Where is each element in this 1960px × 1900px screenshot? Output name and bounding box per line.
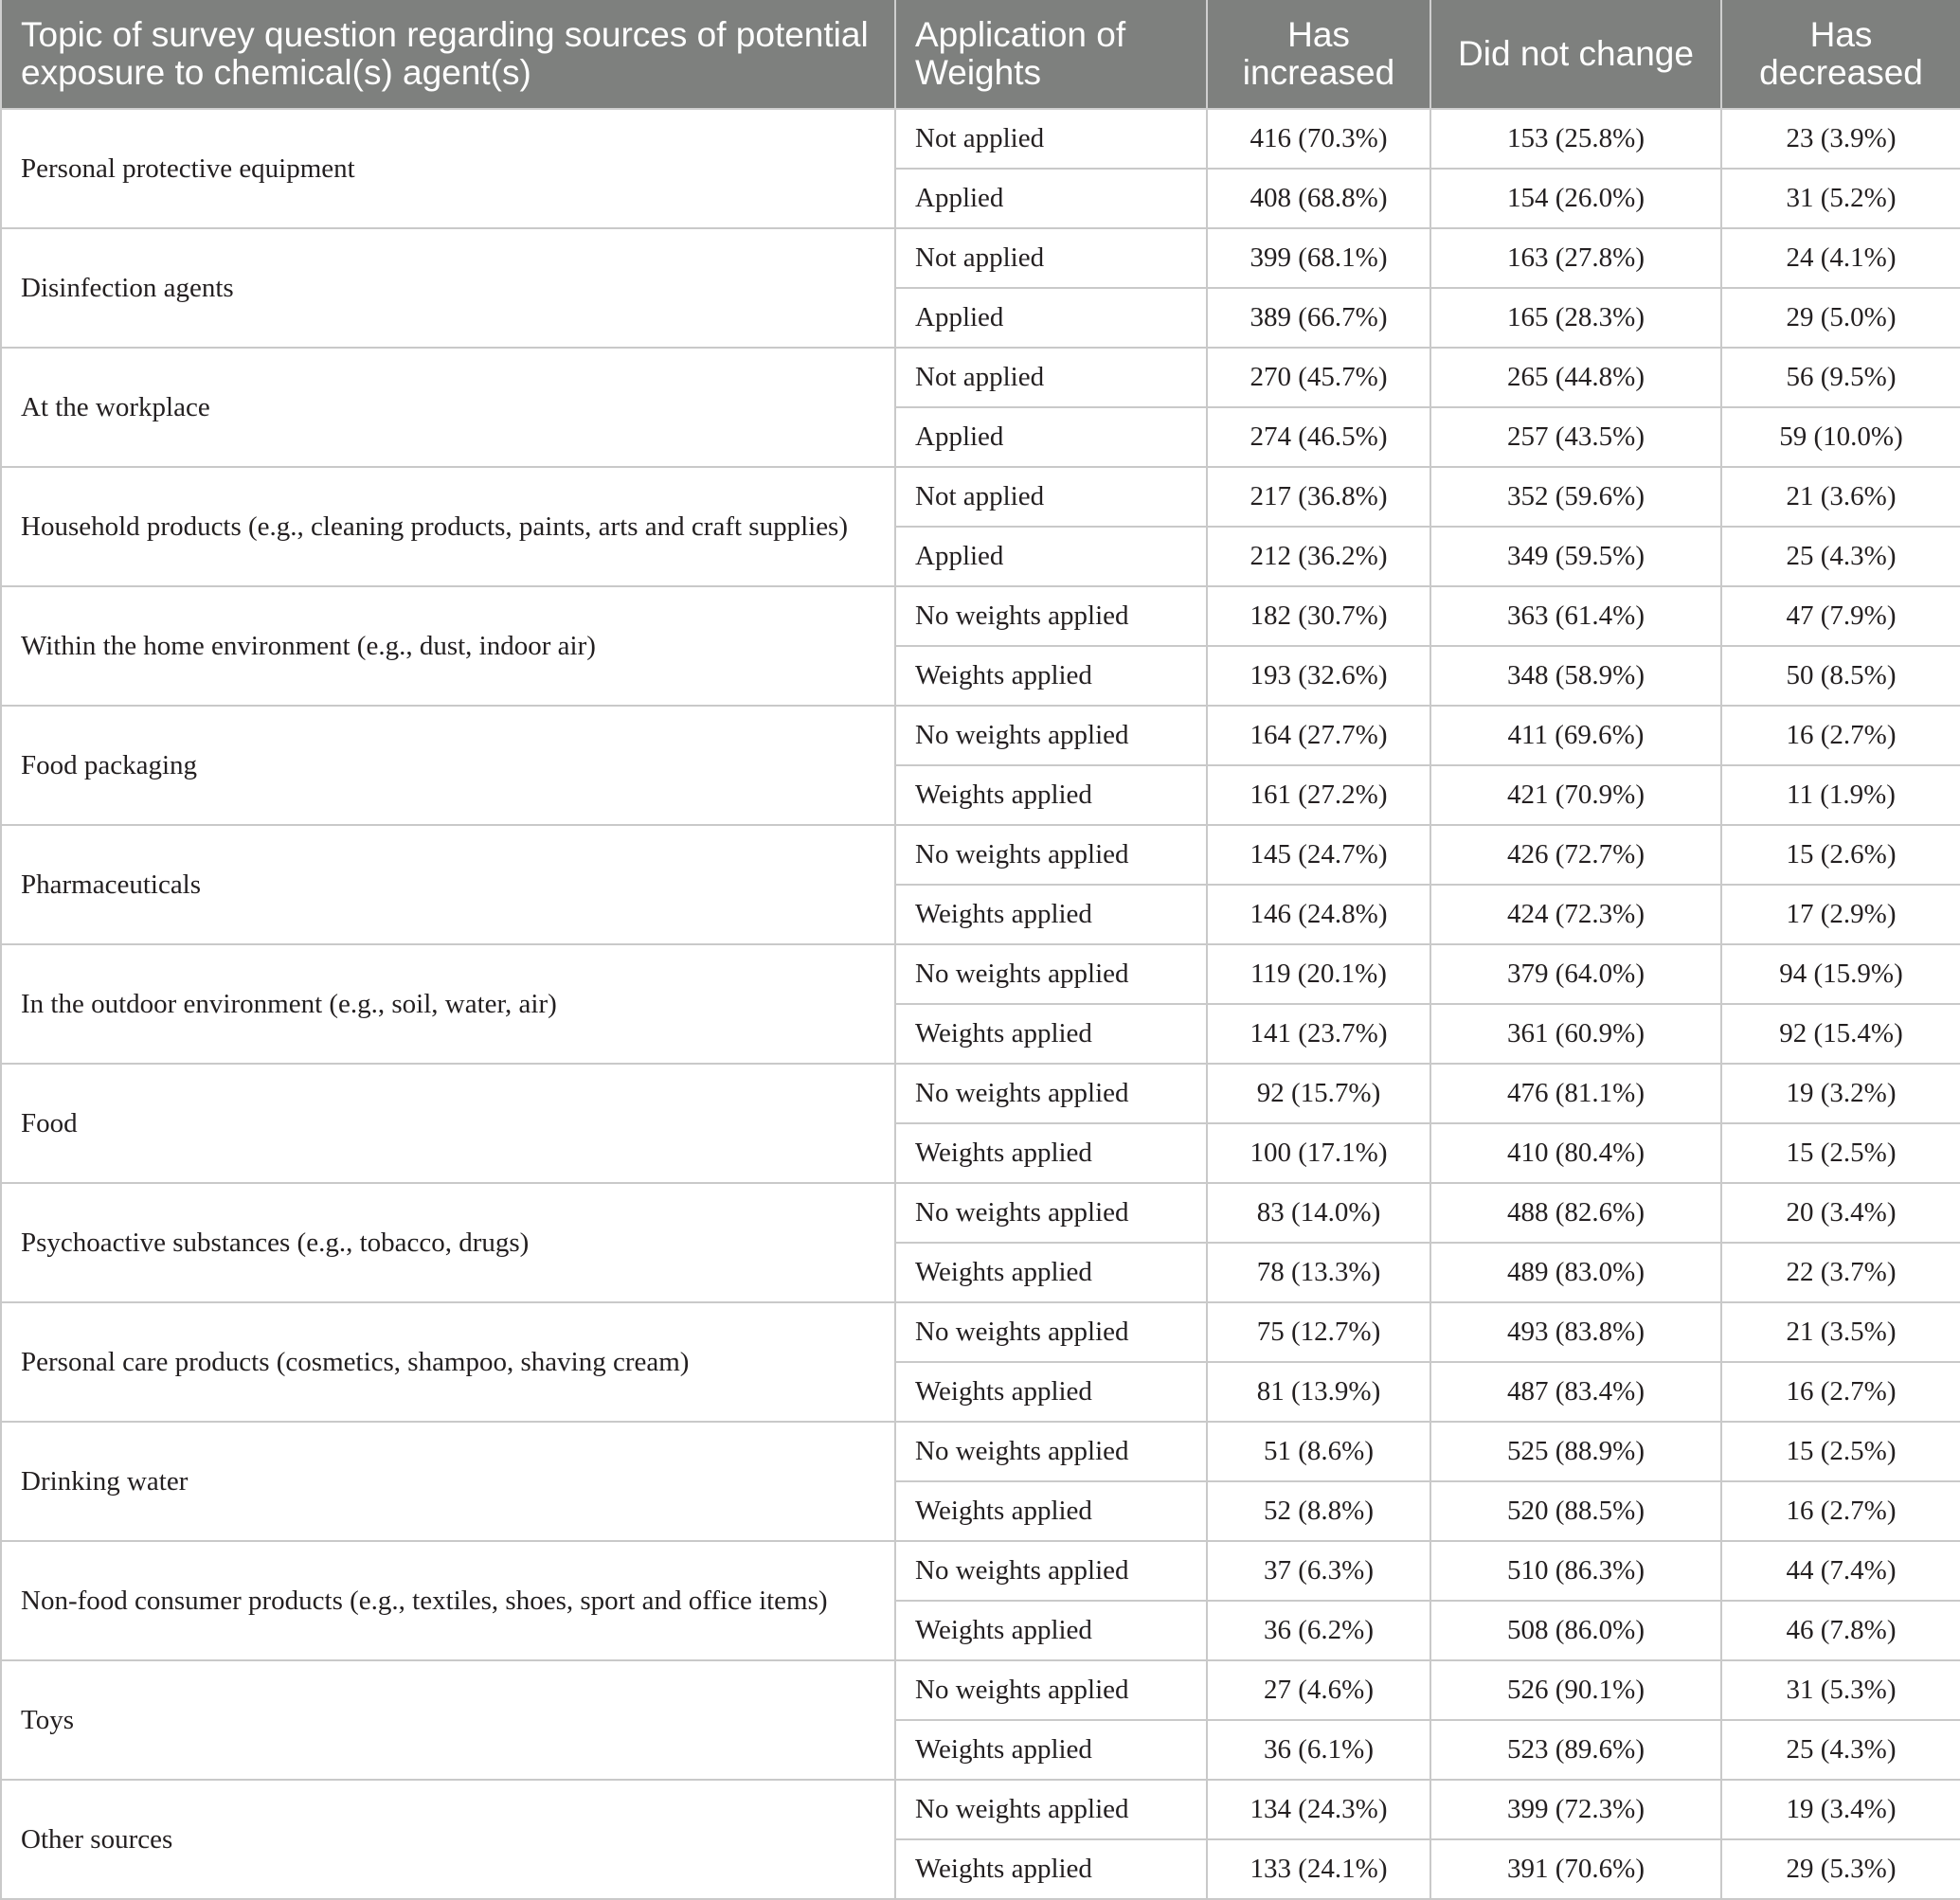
weights-cell: Weights applied xyxy=(895,646,1207,706)
unchanged-cell: 411 (69.6%) xyxy=(1430,706,1721,765)
weights-cell: Weights applied xyxy=(895,1362,1207,1422)
header-weights: Application of Weights xyxy=(895,0,1207,109)
unchanged-cell: 410 (80.4%) xyxy=(1430,1123,1721,1183)
table-row xyxy=(1,825,1960,885)
decreased-cell: 59 (10.0%) xyxy=(1721,407,1960,467)
increased-cell: 51 (8.6%) xyxy=(1207,1422,1430,1481)
decreased-cell: 19 (3.4%) xyxy=(1721,1780,1960,1839)
increased-cell: 146 (24.8%) xyxy=(1207,885,1430,944)
unchanged-cell: 391 (70.6%) xyxy=(1430,1839,1721,1899)
topic-cell: Non-food consumer products (e.g., textiles, shoes, sport and office items) xyxy=(1,1541,895,1660)
weights-cell: Not applied xyxy=(895,348,1207,407)
table-row xyxy=(1,1780,1960,1839)
unchanged-cell: 476 (81.1%) xyxy=(1430,1064,1721,1123)
topic-cell: Household products (e.g., cleaning products, paints, arts and craft supplies) xyxy=(1,467,895,586)
decreased-cell: 56 (9.5%) xyxy=(1721,348,1960,407)
weights-cell: Weights applied xyxy=(895,1243,1207,1302)
weights-cell: No weights applied xyxy=(895,825,1207,885)
weights-cell: Weights applied xyxy=(895,885,1207,944)
increased-cell: 119 (20.1%) xyxy=(1207,944,1430,1004)
weights-cell: Weights applied xyxy=(895,1601,1207,1660)
unchanged-cell: 348 (58.9%) xyxy=(1430,646,1721,706)
increased-cell: 78 (13.3%) xyxy=(1207,1243,1430,1302)
weights-cell: No weights applied xyxy=(895,1660,1207,1720)
decreased-cell: 24 (4.1%) xyxy=(1721,228,1960,288)
weights-cell: No weights applied xyxy=(895,1183,1207,1243)
increased-cell: 133 (24.1%) xyxy=(1207,1839,1430,1899)
unchanged-cell: 399 (72.3%) xyxy=(1430,1780,1721,1839)
unchanged-cell: 520 (88.5%) xyxy=(1430,1481,1721,1541)
table-header xyxy=(1,0,1960,109)
header-unchanged: Did not change xyxy=(1430,0,1721,109)
unchanged-cell: 349 (59.5%) xyxy=(1430,527,1721,586)
table-row xyxy=(1,1064,1960,1123)
decreased-cell: 31 (5.2%) xyxy=(1721,169,1960,228)
unchanged-cell: 489 (83.0%) xyxy=(1430,1243,1721,1302)
unchanged-cell: 510 (86.3%) xyxy=(1430,1541,1721,1601)
unchanged-cell: 526 (90.1%) xyxy=(1430,1660,1721,1720)
decreased-cell: 44 (7.4%) xyxy=(1721,1541,1960,1601)
decreased-cell: 94 (15.9%) xyxy=(1721,944,1960,1004)
header-increased: Has increased xyxy=(1207,0,1430,109)
decreased-cell: 31 (5.3%) xyxy=(1721,1660,1960,1720)
table-row xyxy=(1,1541,1960,1601)
topic-cell: Psychoactive substances (e.g., tobacco, drugs) xyxy=(1,1183,895,1302)
decreased-cell: 47 (7.9%) xyxy=(1721,586,1960,646)
increased-cell: 81 (13.9%) xyxy=(1207,1362,1430,1422)
increased-cell: 92 (15.7%) xyxy=(1207,1064,1430,1123)
weights-cell: Applied xyxy=(895,288,1207,348)
unchanged-cell: 493 (83.8%) xyxy=(1430,1302,1721,1362)
increased-cell: 182 (30.7%) xyxy=(1207,586,1430,646)
unchanged-cell: 165 (28.3%) xyxy=(1430,288,1721,348)
table-row xyxy=(1,1660,1960,1720)
increased-cell: 193 (32.6%) xyxy=(1207,646,1430,706)
increased-cell: 212 (36.2%) xyxy=(1207,527,1430,586)
unchanged-cell: 257 (43.5%) xyxy=(1430,407,1721,467)
increased-cell: 27 (4.6%) xyxy=(1207,1660,1430,1720)
weights-cell: No weights applied xyxy=(895,944,1207,1004)
weights-cell: No weights applied xyxy=(895,706,1207,765)
decreased-cell: 50 (8.5%) xyxy=(1721,646,1960,706)
decreased-cell: 19 (3.2%) xyxy=(1721,1064,1960,1123)
increased-cell: 36 (6.1%) xyxy=(1207,1720,1430,1780)
increased-cell: 37 (6.3%) xyxy=(1207,1541,1430,1601)
weights-cell: Weights applied xyxy=(895,1123,1207,1183)
unchanged-cell: 508 (86.0%) xyxy=(1430,1601,1721,1660)
unchanged-cell: 523 (89.6%) xyxy=(1430,1720,1721,1780)
topic-cell: Personal care products (cosmetics, shampoo, shaving cream) xyxy=(1,1302,895,1422)
topic-cell: Other sources xyxy=(1,1780,895,1899)
weights-cell: No weights applied xyxy=(895,586,1207,646)
topic-cell: Drinking water xyxy=(1,1422,895,1541)
decreased-cell: 17 (2.9%) xyxy=(1721,885,1960,944)
unchanged-cell: 424 (72.3%) xyxy=(1430,885,1721,944)
decreased-cell: 23 (3.9%) xyxy=(1721,109,1960,169)
decreased-cell: 46 (7.8%) xyxy=(1721,1601,1960,1660)
weights-cell: Applied xyxy=(895,407,1207,467)
unchanged-cell: 153 (25.8%) xyxy=(1430,109,1721,169)
increased-cell: 399 (68.1%) xyxy=(1207,228,1430,288)
decreased-cell: 15 (2.5%) xyxy=(1721,1123,1960,1183)
increased-cell: 161 (27.2%) xyxy=(1207,765,1430,825)
decreased-cell: 25 (4.3%) xyxy=(1721,527,1960,586)
decreased-cell: 15 (2.5%) xyxy=(1721,1422,1960,1481)
increased-cell: 408 (68.8%) xyxy=(1207,169,1430,228)
topic-cell: At the workplace xyxy=(1,348,895,467)
weights-cell: Not applied xyxy=(895,467,1207,527)
increased-cell: 36 (6.2%) xyxy=(1207,1601,1430,1660)
unchanged-cell: 265 (44.8%) xyxy=(1430,348,1721,407)
decreased-cell: 15 (2.6%) xyxy=(1721,825,1960,885)
increased-cell: 145 (24.7%) xyxy=(1207,825,1430,885)
weights-cell: No weights applied xyxy=(895,1780,1207,1839)
increased-cell: 83 (14.0%) xyxy=(1207,1183,1430,1243)
decreased-cell: 21 (3.6%) xyxy=(1721,467,1960,527)
topic-cell: Personal protective equipment xyxy=(1,109,895,228)
table-row xyxy=(1,228,1960,288)
unchanged-cell: 154 (26.0%) xyxy=(1430,169,1721,228)
increased-cell: 416 (70.3%) xyxy=(1207,109,1430,169)
weights-cell: Weights applied xyxy=(895,1481,1207,1541)
topic-cell: Within the home environment (e.g., dust, indoor air) xyxy=(1,586,895,706)
topic-cell: Food packaging xyxy=(1,706,895,825)
increased-cell: 164 (27.7%) xyxy=(1207,706,1430,765)
decreased-cell: 21 (3.5%) xyxy=(1721,1302,1960,1362)
weights-cell: Weights applied xyxy=(895,1720,1207,1780)
weights-cell: Weights applied xyxy=(895,1839,1207,1899)
table-row xyxy=(1,706,1960,765)
weights-cell: Weights applied xyxy=(895,765,1207,825)
header-decreased: Has decreased xyxy=(1721,0,1960,109)
weights-cell: No weights applied xyxy=(895,1064,1207,1123)
table-row xyxy=(1,944,1960,1004)
topic-cell: Pharmaceuticals xyxy=(1,825,895,944)
decreased-cell: 25 (4.3%) xyxy=(1721,1720,1960,1780)
table-row xyxy=(1,348,1960,407)
unchanged-cell: 487 (83.4%) xyxy=(1430,1362,1721,1422)
header-topic: Topic of survey question regarding sources of potential exposure to chemical(s) agent(s) xyxy=(1,0,895,109)
table-row xyxy=(1,586,1960,646)
weights-cell: No weights applied xyxy=(895,1302,1207,1362)
increased-cell: 274 (46.5%) xyxy=(1207,407,1430,467)
unchanged-cell: 488 (82.6%) xyxy=(1430,1183,1721,1243)
unchanged-cell: 352 (59.6%) xyxy=(1430,467,1721,527)
weights-cell: Not applied xyxy=(895,228,1207,288)
header-row xyxy=(1,0,1960,109)
increased-cell: 270 (45.7%) xyxy=(1207,348,1430,407)
decreased-cell: 92 (15.4%) xyxy=(1721,1004,1960,1064)
table-row xyxy=(1,1422,1960,1481)
decreased-cell: 16 (2.7%) xyxy=(1721,1362,1960,1422)
unchanged-cell: 525 (88.9%) xyxy=(1430,1422,1721,1481)
weights-cell: No weights applied xyxy=(895,1422,1207,1481)
weights-cell: Weights applied xyxy=(895,1004,1207,1064)
increased-cell: 389 (66.7%) xyxy=(1207,288,1430,348)
unchanged-cell: 421 (70.9%) xyxy=(1430,765,1721,825)
weights-cell: Applied xyxy=(895,527,1207,586)
decreased-cell: 20 (3.4%) xyxy=(1721,1183,1960,1243)
increased-cell: 75 (12.7%) xyxy=(1207,1302,1430,1362)
weights-cell: No weights applied xyxy=(895,1541,1207,1601)
increased-cell: 141 (23.7%) xyxy=(1207,1004,1430,1064)
decreased-cell: 16 (2.7%) xyxy=(1721,1481,1960,1541)
decreased-cell: 29 (5.0%) xyxy=(1721,288,1960,348)
decreased-cell: 29 (5.3%) xyxy=(1721,1839,1960,1899)
topic-cell: Disinfection agents xyxy=(1,228,895,348)
unchanged-cell: 379 (64.0%) xyxy=(1430,944,1721,1004)
topic-cell: In the outdoor environment (e.g., soil, water, air) xyxy=(1,944,895,1064)
unchanged-cell: 361 (60.9%) xyxy=(1430,1004,1721,1064)
decreased-cell: 22 (3.7%) xyxy=(1721,1243,1960,1302)
weights-cell: Applied xyxy=(895,169,1207,228)
unchanged-cell: 163 (27.8%) xyxy=(1430,228,1721,288)
table-row xyxy=(1,109,1960,169)
table-row xyxy=(1,1183,1960,1243)
increased-cell: 100 (17.1%) xyxy=(1207,1123,1430,1183)
decreased-cell: 16 (2.7%) xyxy=(1721,706,1960,765)
table-row xyxy=(1,467,1960,527)
unchanged-cell: 426 (72.7%) xyxy=(1430,825,1721,885)
table-row xyxy=(1,1302,1960,1362)
topic-cell: Food xyxy=(1,1064,895,1183)
increased-cell: 134 (24.3%) xyxy=(1207,1780,1430,1839)
topic-cell: Toys xyxy=(1,1660,895,1780)
table-body xyxy=(1,109,1960,1899)
weights-cell: Not applied xyxy=(895,109,1207,169)
increased-cell: 52 (8.8%) xyxy=(1207,1481,1430,1541)
increased-cell: 217 (36.8%) xyxy=(1207,467,1430,527)
decreased-cell: 11 (1.9%) xyxy=(1721,765,1960,825)
unchanged-cell: 363 (61.4%) xyxy=(1430,586,1721,646)
